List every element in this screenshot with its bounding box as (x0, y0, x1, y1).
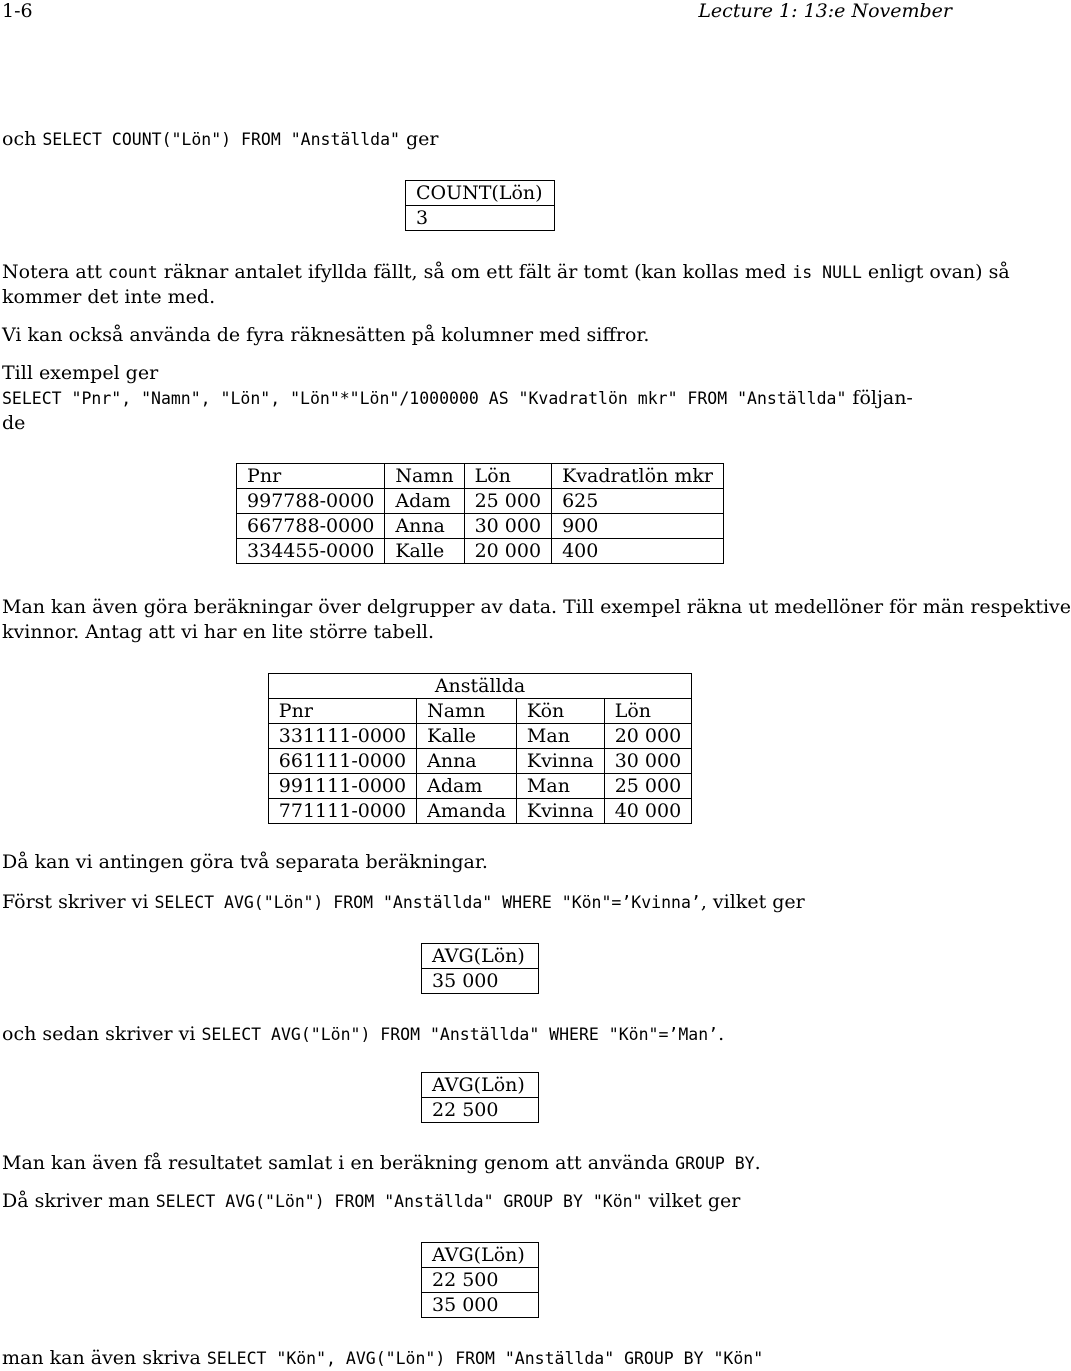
text: kommer det inte med. (2, 286, 216, 308)
table-header-cell: Namn (385, 464, 464, 489)
paragraph-separate: Då kan vi antingen göra två separata beräkningar. (2, 851, 488, 873)
table-cell: Adam (417, 774, 517, 799)
table-cell: 997788-0000 (237, 489, 385, 514)
text: Notera att (2, 261, 109, 283)
table-header-cell: Pnr (237, 464, 385, 489)
table-row (422, 1073, 539, 1098)
page-number: 1-6 (2, 0, 33, 22)
paragraph-example (2, 361, 913, 436)
sql-code: SELECT COUNT("Lön") FROM "Anställda" (42, 130, 400, 149)
text: . (754, 1152, 761, 1174)
table-cell: 3 (406, 206, 555, 231)
table-row (422, 944, 539, 969)
paragraph-first-query (2, 890, 805, 915)
table-row (422, 1243, 539, 1268)
text: Man kan även få resultatet samlat i en beräkning genom att använda (2, 1152, 676, 1174)
table-row (268, 749, 691, 774)
table-row (422, 1293, 539, 1318)
table-cell: 22 500 (422, 1268, 539, 1293)
paragraph-count-note (2, 260, 1010, 310)
code: count (108, 263, 158, 282)
table-row (406, 181, 555, 206)
avg-man-table (421, 1072, 539, 1123)
text: Då skriver man (2, 1190, 156, 1212)
table-cell: Adam (385, 489, 464, 514)
table-cell: Amanda (417, 799, 517, 824)
table-cell: 900 (552, 514, 724, 539)
paragraph-subgroups (2, 595, 1071, 645)
text: man kan även skriva (2, 1347, 207, 1369)
text: Först skriver vi (2, 891, 155, 913)
running-header: Lecture 1: 13:e November (698, 0, 952, 22)
paragraph-second-query (2, 1022, 724, 1047)
table-cell: 331111-0000 (268, 724, 416, 749)
table-header-cell: Pnr (268, 699, 416, 724)
table-cell: 991111-0000 (268, 774, 416, 799)
table-header-cell: COUNT(Lön) (406, 181, 555, 206)
text: de (2, 412, 26, 434)
text: kvinnor. Antag att vi har en lite större tabell. (2, 621, 435, 643)
text: och (2, 128, 43, 150)
table-header-cell: Namn (417, 699, 517, 724)
table-cell: Kalle (417, 724, 517, 749)
paragraph-arithmetic: Vi kan också använda de fyra räknesätten på kolumner med siffror. (2, 324, 650, 346)
text: och sedan skriver vi (2, 1023, 202, 1045)
paragraph-count-intro (2, 127, 439, 152)
table-row (268, 724, 691, 749)
table-header-cell: AVG(Lön) (422, 944, 539, 969)
table-cell: 661111-0000 (268, 749, 416, 774)
code: is NULL (792, 263, 862, 282)
table-cell: 35 000 (422, 1293, 539, 1318)
avg-group-table (421, 1242, 539, 1318)
table-cell: Kvinna (516, 799, 604, 824)
table-row (406, 206, 555, 231)
table-cell: 25 000 (604, 774, 691, 799)
table-cell: 625 (552, 489, 724, 514)
text: vilket ger (642, 1190, 741, 1212)
table-cell: 20 000 (464, 539, 551, 564)
table-row (268, 699, 691, 724)
table-cell: 334455-0000 (237, 539, 385, 564)
table-row (268, 674, 691, 699)
paragraph-select-kon (2, 1346, 763, 1371)
table-cell: 667788-0000 (237, 514, 385, 539)
table-cell: Kvinna (516, 749, 604, 774)
paragraph-group-query (2, 1189, 740, 1214)
table-cell: 40 000 (604, 799, 691, 824)
sql-code: SELECT AVG("Lön") FROM "Anställda" GROUP BY "Kön" (155, 1192, 643, 1211)
avg-kvinna-table (421, 943, 539, 994)
table-cell: 771111-0000 (268, 799, 416, 824)
table-cell: 35 000 (422, 969, 539, 994)
sql-code: SELECT AVG("Lön") FROM "Anställda" WHERE "Kön"=’Kvinna’ (154, 893, 701, 912)
table-row (268, 799, 691, 824)
table-cell: Anna (417, 749, 517, 774)
table-cell: 20 000 (604, 724, 691, 749)
table-cell: 22 500 (422, 1098, 539, 1123)
anstallda-table (268, 673, 692, 824)
table-header-cell: Kön (516, 699, 604, 724)
sql-code: SELECT AVG("Lön") FROM "Anställda" WHERE "Kön"=’Man’ (201, 1025, 719, 1044)
table-row (237, 514, 724, 539)
kvadratlon-table (236, 463, 724, 564)
text: Man kan även göra beräkningar över delgrupper av data. Till exempel räkna ut medellöner för män respektive (2, 596, 1071, 618)
table-row (422, 969, 539, 994)
table-row (237, 539, 724, 564)
table-row (268, 774, 691, 799)
table-header-cell: Lön (464, 464, 551, 489)
text: ger (399, 128, 439, 150)
table-row (237, 464, 724, 489)
text: enligt ovan) så (861, 261, 1010, 283)
text: Till exempel ger (2, 362, 159, 384)
sql-code: SELECT "Kön", AVG("Lön") FROM "Anställda" GROUP BY "Kön" (206, 1349, 764, 1368)
table-row (422, 1098, 539, 1123)
sql-code: SELECT "Pnr", "Namn", "Lön", "Lön"*"Lön"/1000000 AS "Kvadratlön mkr" FROM "Anställda" (2, 389, 847, 408)
paragraph-group-by (2, 1151, 761, 1176)
table-cell: 30 000 (464, 514, 551, 539)
code: GROUP BY (675, 1154, 755, 1173)
table-header-cell: AVG(Lön) (422, 1073, 539, 1098)
table-header-cell: Kvadratlön mkr (552, 464, 724, 489)
table-caption: Anställda (268, 674, 691, 699)
table-row (422, 1268, 539, 1293)
text: . (718, 1023, 725, 1045)
table-cell: 400 (552, 539, 724, 564)
table-cell: Anna (385, 514, 464, 539)
table-cell: Kalle (385, 539, 464, 564)
table-cell: Man (516, 724, 604, 749)
table-cell: 25 000 (464, 489, 551, 514)
text: , vilket ger (700, 891, 805, 913)
table-row (237, 489, 724, 514)
text: räknar antalet ifyllda fällt, så om ett fält är tomt (kan kollas med (157, 261, 793, 283)
table-cell: 30 000 (604, 749, 691, 774)
table-header-cell: Lön (604, 699, 691, 724)
count-result-table (405, 180, 555, 231)
text: följan- (846, 387, 913, 409)
table-cell: Man (516, 774, 604, 799)
table-header-cell: AVG(Lön) (422, 1243, 539, 1268)
